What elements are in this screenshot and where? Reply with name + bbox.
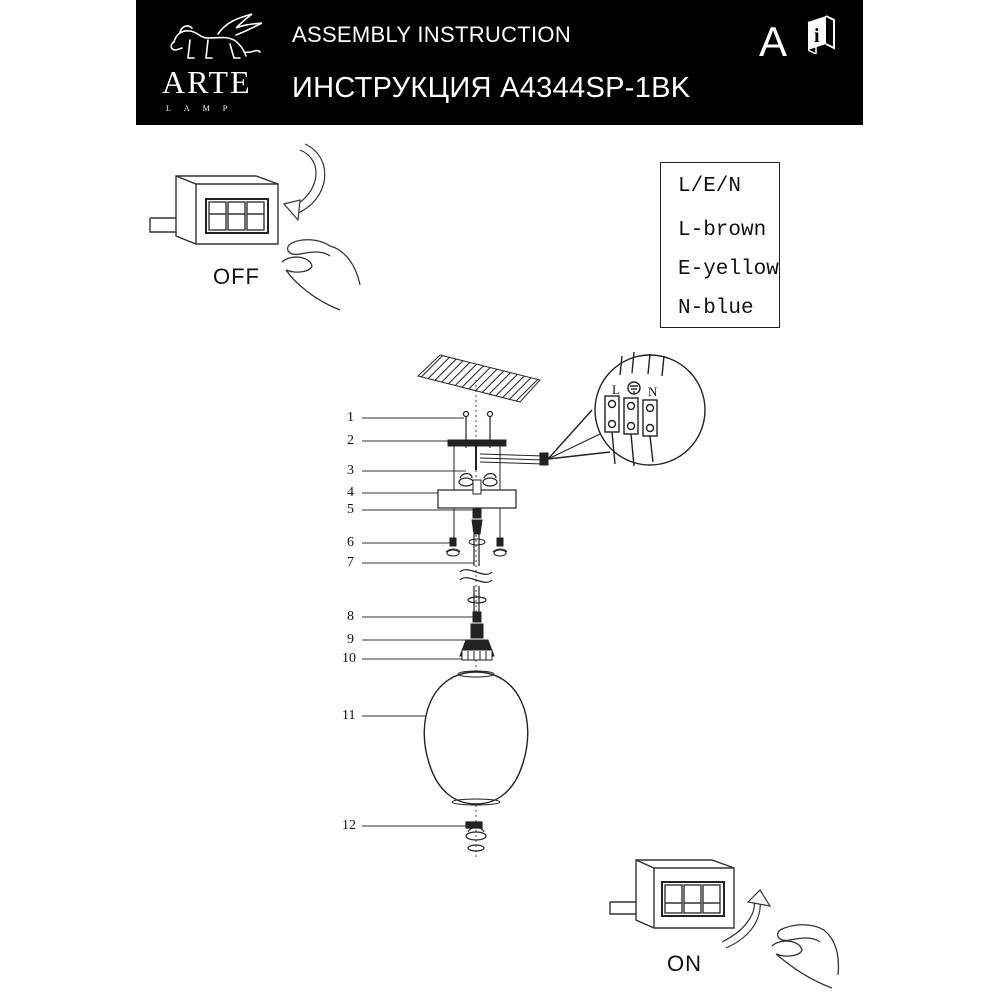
legend-line-len: L/E/N [678,175,742,198]
part-10-lamp-holder [460,640,494,660]
part-8-cable-entry [471,612,483,638]
brand-wordmark: ARTE [162,64,252,100]
terminal-block-callout [548,352,705,466]
legend-line-blue: N-blue [678,297,754,320]
switch-box-on [610,860,734,928]
part-label-3: 3 [347,463,354,478]
switch-off-label: OFF [213,264,260,289]
part-label-4: 4 [347,485,354,500]
brand-subtitle: LAMP [166,104,241,113]
part-11-glass-shade [424,671,528,805]
part-label-1: 1 [347,410,354,425]
part-4-canopy [438,480,516,508]
part-label-5: 5 [347,502,354,517]
part-label-6: 6 [347,535,354,550]
terminal-label-l: L [612,382,620,397]
version-letter: A [759,18,788,65]
switch-on-label: ON [667,951,702,976]
part-label-11: 11 [342,708,356,723]
title-english: ASSEMBLY INSTRUCTION [292,22,572,47]
curved-arrow-down-icon [284,144,325,220]
terminal-label-n: N [648,384,658,399]
supply-wires [480,434,600,465]
hand-pressing-icon [282,240,360,310]
part-label-2: 2 [347,433,354,448]
part-label-10: 10 [342,651,356,666]
hand-pressing-icon [772,925,838,988]
part-label-8: 8 [347,609,354,624]
legend-line-brown: L-brown [678,219,767,242]
part-5-cable-grip [472,508,482,534]
legend-line-yellow: E-yellow [678,258,779,281]
part-label-12: 12 [342,818,356,833]
part-label-7: 7 [347,555,354,570]
ceiling-hatch [418,355,540,402]
part-label-9: 9 [347,632,354,647]
switch-box-off [150,176,278,244]
info-glyph: i [814,25,820,47]
title-russian: ИНСТРУКЦИЯ A4344SP-1BK [292,72,691,104]
